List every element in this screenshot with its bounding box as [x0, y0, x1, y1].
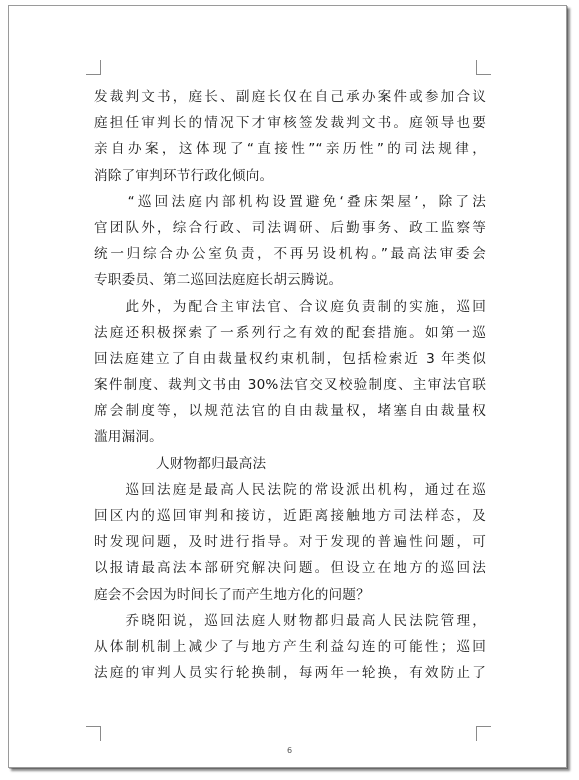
text-line: 法庭还积极探索了一系列行之有效的配套措施。如第一巡 [94, 324, 486, 341]
paragraph [94, 294, 486, 451]
crop-mark-bottom-left [86, 726, 101, 741]
text-line: 消除了审判环节行政化倾向。 [94, 167, 274, 184]
paragraph [94, 189, 486, 294]
text-line: 巡回法庭是最高人民法院的常设派出机构，通过在巡 [94, 481, 486, 498]
text-line: 案件制度、裁判文书由 30%法官交叉校验制度、主审法官联 [94, 377, 486, 394]
crop-mark-bottom-right [476, 726, 491, 741]
text-line: 庭会不会因为时间长了而产生地方化的问题？ [94, 586, 370, 603]
paragraph [94, 477, 486, 608]
text-line: 专职委员、第二巡回法庭庭长胡云腾说。 [94, 272, 343, 289]
paragraph [94, 84, 486, 189]
text-line: 此外，为配合主审法官、合议庭负责制的实施，巡回 [94, 298, 486, 315]
text-line: 滥用漏洞。 [94, 429, 163, 446]
document-body [94, 84, 486, 686]
text-line: 从体制机制上减少了与地方产生利益勾连的可能性；巡回 [94, 638, 486, 655]
crop-mark-top-right [476, 60, 491, 75]
text-line: 席会制度等，以规范法官的自由裁量权，堵塞自由裁量权 [94, 403, 486, 420]
text-line: 回区内的巡回审判和接访，近距离接触地方司法样态，及 [94, 508, 486, 524]
text-line: 庭担任审判长的情况下才审核签发裁判文书。庭领导也要 [94, 115, 486, 132]
text-line: 回法庭建立了自由裁量权约束机制，包括检索近 3 年类似 [94, 350, 486, 367]
crop-mark-top-left [86, 60, 101, 75]
text-line: 发裁判文书，庭长、副庭长仅在自己承办案件或参加合议 [94, 89, 486, 105]
text-line: 统一归综合办公室负责，不再另设机构。”最高法审委会 [94, 246, 486, 263]
page-number: 6 [286, 746, 293, 755]
text-line: 亲自办案，这体现了“直接性”“亲历性”的司法规律， [94, 141, 486, 158]
section-heading: 人财物都归最高法 [156, 455, 267, 472]
text-line: 法庭的审判人员实行轮换制，每两年一轮换，有效防止了 [94, 665, 486, 682]
text-line: 官团队外，综合行政、司法调研、后勤事务、政工监察等 [94, 219, 486, 236]
text-line: “巡回法庭内部机构设置避免‘叠床架屋’，除了法 [94, 193, 486, 210]
text-line: 以报请最高法本部研究解决问题。但设立在地方的巡回法 [94, 560, 486, 577]
text-line: 乔晓阳说，巡回法庭人财物都归最高人民法院管理， [94, 612, 486, 629]
paragraph [94, 608, 486, 687]
text-line: 时发现问题，及时进行指导。对于发现的普遍性问题，可 [94, 534, 486, 551]
